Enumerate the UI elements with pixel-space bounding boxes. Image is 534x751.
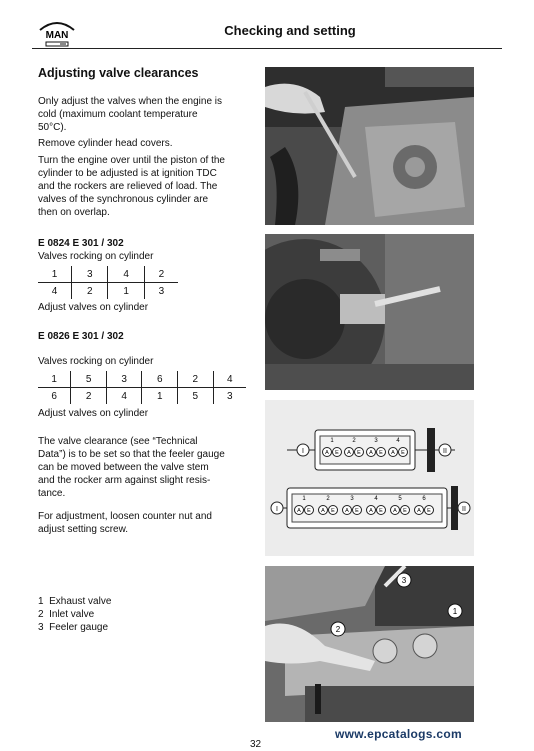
svg-text:6: 6: [422, 496, 426, 502]
svg-text:3: 3: [350, 496, 354, 502]
page-number: 32: [250, 739, 262, 750]
clearance-paragraph: The valve clearance (see “Technical Data”) is to be set so that the feeler gauge can be moved between the valve stem and the rocker arm against slight resis- tance.: [38, 436, 225, 499]
svg-text:1: 1: [330, 438, 334, 444]
svg-text:A: A: [391, 450, 395, 456]
svg-text:A: A: [325, 450, 329, 456]
svg-text:A: A: [369, 450, 373, 456]
feeler-gauge-photo: [265, 566, 474, 722]
header-divider: [32, 48, 502, 49]
svg-text:A: A: [297, 508, 301, 514]
end-left-6cyl: I: [276, 506, 278, 513]
man-logo: [36, 18, 78, 48]
turn-engine-paragraph: Turn the engine over until the piston of the cylinder to be adjusted is at ignition TDC and the rockers are relieved of load. The valves of the synchronous cylinder are then on overlap.: [38, 155, 225, 218]
svg-text:E: E: [331, 508, 335, 514]
page-title: Checking and setting: [224, 23, 356, 38]
svg-text:5: 5: [398, 496, 402, 502]
legend-item-feeler: 3 Feeler gauge: [38, 622, 109, 633]
engine-photo-top: [265, 67, 474, 225]
valve-arrangement-diagram: [265, 400, 474, 556]
callout-feeler-gauge: 3: [401, 576, 407, 585]
model-e0824: E 0824 E 301 / 302: [38, 238, 124, 249]
svg-text:E: E: [335, 450, 339, 456]
svg-text:E: E: [355, 508, 359, 514]
end-right-4cyl: II: [443, 448, 447, 455]
callout-inlet-valve: 2: [335, 625, 341, 634]
svg-text:A: A: [321, 508, 325, 514]
svg-text:A: A: [347, 450, 351, 456]
svg-text:E: E: [379, 508, 383, 514]
legend-item-inlet: 2 Inlet valve: [38, 609, 95, 620]
rocking-label-e0826: Valves rocking on cylinder: [38, 356, 154, 367]
model-e0826: E 0826 E 301 / 302: [38, 331, 124, 342]
flywheel-photo: [265, 234, 474, 390]
svg-text:2: 2: [352, 438, 356, 444]
svg-text:A: A: [345, 508, 349, 514]
svg-text:3: 3: [374, 438, 378, 444]
svg-text:4: 4: [396, 438, 400, 444]
adjust-label-e0826: Adjust valves on cylinder: [38, 408, 149, 419]
legend-item-exhaust: 1 Exhaust valve: [38, 596, 112, 607]
intro-paragraph: Only adjust the valves when the engine is cold (maximum coolant temperature 50°C).: [38, 96, 222, 133]
adjustment-paragraph: For adjustment, loosen counter nut and adjust setting screw.: [38, 511, 212, 535]
cylinder-table-e0826: 1 5 3 6 2 4 6 2 4 1 5 3: [38, 371, 246, 404]
svg-text:4: 4: [374, 496, 378, 502]
svg-text:E: E: [379, 450, 383, 456]
svg-text:2: 2: [326, 496, 330, 502]
cylinder-table-e0824: 1 3 4 2 4 2 1 3: [38, 266, 178, 299]
remove-covers-text: Remove cylinder head covers.: [38, 138, 173, 149]
svg-text:E: E: [401, 450, 405, 456]
callout-exhaust-valve: 1: [452, 607, 458, 616]
end-left-4cyl: I: [302, 448, 304, 455]
svg-text:E: E: [307, 508, 311, 514]
svg-text:1: 1: [302, 496, 306, 502]
svg-text:A: A: [393, 508, 397, 514]
rocking-label-e0824: Valves rocking on cylinder: [38, 251, 154, 262]
svg-text:E: E: [403, 508, 407, 514]
svg-text:A: A: [369, 508, 373, 514]
end-right-6cyl: II: [462, 506, 466, 513]
watermark: www.epcatalogs.com: [335, 727, 462, 741]
section-title: Adjusting valve clearances: [38, 66, 199, 80]
svg-text:A: A: [417, 508, 421, 514]
svg-text:E: E: [357, 450, 361, 456]
svg-text:E: E: [427, 508, 431, 514]
logo-text: MAN: [45, 30, 69, 41]
adjust-label-e0824: Adjust valves on cylinder: [38, 302, 149, 313]
